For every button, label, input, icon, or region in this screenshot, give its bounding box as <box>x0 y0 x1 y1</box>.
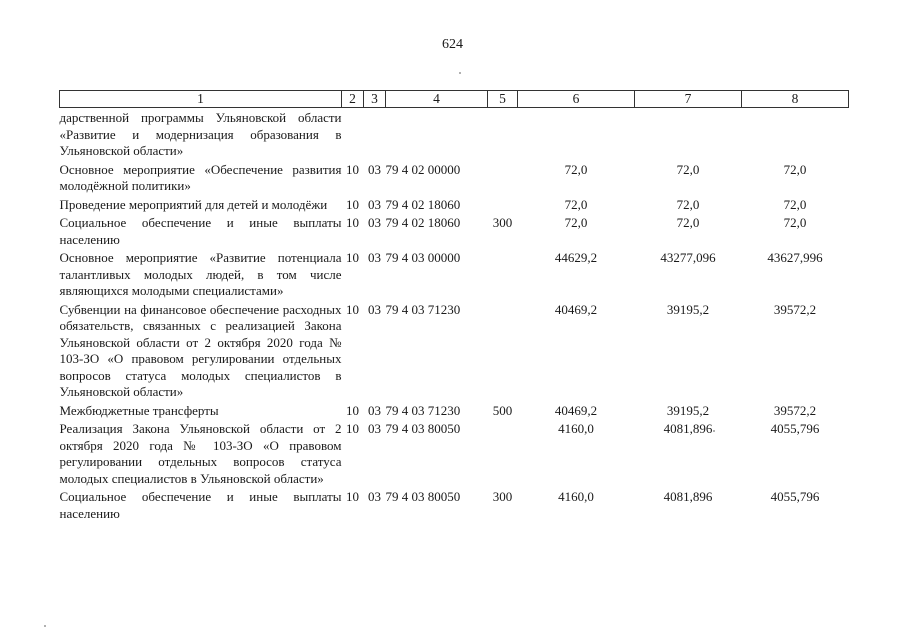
row-subsection: 03 <box>368 161 381 177</box>
row-amount-2: 72,0 <box>676 215 700 230</box>
row-amount-3: 72,0 <box>783 161 807 177</box>
row-amount-2: 43277,096 <box>660 250 716 265</box>
row-target-article <box>386 108 488 160</box>
row-subsection: 03 <box>368 196 381 212</box>
page-number: 624 <box>442 37 463 52</box>
row-subsection: 03 <box>368 215 381 230</box>
row-amount-3: 39572,2 <box>773 402 817 418</box>
header-col-2: 2 <box>342 91 364 108</box>
row-amount-2 <box>635 108 742 160</box>
row-amount-1: 4160,0 <box>558 421 594 436</box>
row-amount-3: 43627,996 <box>767 250 823 265</box>
row-amount-2: 4081,896 <box>663 421 713 436</box>
table-row <box>60 195 849 214</box>
scan-speck <box>713 430 715 432</box>
row-name: дарственной программы Ульяновской области «Развитие и модернизация образования в Ульяновской области» <box>59 110 342 158</box>
row-amount-2: 39195,2 <box>666 402 710 418</box>
table-row <box>60 160 849 195</box>
row-subsection: 03 <box>368 489 381 504</box>
row-amount-1 <box>518 108 635 160</box>
row-amount-1: 4160,0 <box>558 489 594 504</box>
row-section <box>342 108 364 160</box>
row-section: 10 <box>346 301 359 317</box>
header-col-5: 5 <box>488 91 518 108</box>
table-row <box>60 419 849 487</box>
row-expense-type: 500 <box>492 402 513 418</box>
row-amount-1: 40469,2 <box>554 301 598 317</box>
row-target-article: 79 4 02 00000 <box>385 161 461 177</box>
row-expense-type <box>488 108 518 160</box>
row-amount-1: 40469,2 <box>554 402 598 418</box>
row-amount-3: 39572,2 <box>773 301 817 317</box>
row-target-article: 79 4 03 71230 <box>385 402 461 418</box>
row-name: Межбюджетные трансферты <box>59 402 219 418</box>
row-target-article: 79 4 02 18060 <box>385 215 461 230</box>
header-col-1: 1 <box>60 91 342 108</box>
table-row <box>60 248 849 300</box>
row-target-article: 79 4 03 00000 <box>385 250 461 265</box>
row-expense-type <box>488 419 518 487</box>
row-name: Основное мероприятие «Обеспечение развития молодёжной политики» <box>59 161 342 193</box>
row-name: Субвенции на финансовое обеспечение расходных обязательств, связанных с реализацией Закона Ульяновской области от 2 октября 2020 года № 103-ЗО «О правовом регулировании отдельных вопросов статуса молодых специалистов в Ульяновской области» <box>59 301 342 399</box>
row-expense-type <box>488 248 518 300</box>
table-row <box>60 401 849 420</box>
row-amount-3 <box>742 108 849 160</box>
row-section: 10 <box>346 215 359 230</box>
row-amount-2: 72,0 <box>676 161 700 177</box>
row-subsection <box>364 108 386 160</box>
row-expense-type <box>488 300 518 401</box>
row-expense-type: 300 <box>492 489 513 504</box>
row-section: 10 <box>346 421 359 436</box>
scan-speck <box>44 625 46 627</box>
row-expense-type <box>488 195 518 214</box>
row-subsection: 03 <box>368 301 381 317</box>
row-name: Социальное обеспечение и иные выплаты населению <box>59 215 342 247</box>
row-section: 10 <box>346 402 359 418</box>
scan-speck <box>459 72 461 74</box>
row-amount-3: 72,0 <box>783 196 807 212</box>
row-subsection: 03 <box>368 402 381 418</box>
row-amount-1: 72,0 <box>564 196 588 212</box>
header-col-8: 8 <box>742 91 849 108</box>
row-name: Реализация Закона Ульяновской области от 2 октября 2020 года № 103-ЗО «О правовом регулировании отдельных вопросов статуса молодых специалистов в Ульяновской области» <box>59 421 342 486</box>
row-section: 10 <box>346 250 359 265</box>
row-section: 10 <box>346 489 359 504</box>
row-subsection: 03 <box>368 421 381 436</box>
header-col-3: 3 <box>364 91 386 108</box>
row-subsection: 03 <box>368 250 381 265</box>
header-col-6: 6 <box>518 91 635 108</box>
row-target-article: 79 4 02 18060 <box>385 196 461 212</box>
row-amount-1: 72,0 <box>564 215 588 230</box>
row-amount-3: 72,0 <box>783 215 807 230</box>
table-row <box>60 108 849 160</box>
budget-table <box>59 90 849 522</box>
table-row <box>60 213 849 248</box>
table-row <box>60 487 849 522</box>
row-target-article: 79 4 03 80050 <box>385 489 461 504</box>
row-amount-1: 44629,2 <box>554 250 598 265</box>
row-target-article: 79 4 03 71230 <box>385 301 461 317</box>
row-amount-2: 39195,2 <box>666 301 710 317</box>
row-section: 10 <box>346 161 359 177</box>
header-col-4: 4 <box>386 91 488 108</box>
row-amount-2: 4081,896 <box>663 489 713 504</box>
header-row <box>60 91 849 108</box>
row-expense-type <box>488 160 518 195</box>
row-name: Социальное обеспечение и иные выплаты населению <box>59 489 342 521</box>
row-name: Проведение мероприятий для детей и молодёжи <box>59 196 328 212</box>
header-col-7: 7 <box>635 91 742 108</box>
row-amount-3: 4055,796 <box>770 489 820 504</box>
row-amount-3: 4055,796 <box>770 421 820 436</box>
row-expense-type: 300 <box>492 215 513 230</box>
row-section: 10 <box>346 196 359 212</box>
row-name: Основное мероприятие «Развитие потенциала талантливых молодых людей, в том числе являющихся молодыми специалистами» <box>59 250 342 298</box>
table-row <box>60 300 849 401</box>
row-amount-1: 72,0 <box>564 161 588 177</box>
row-target-article: 79 4 03 80050 <box>385 421 461 436</box>
row-amount-2: 72,0 <box>676 196 700 212</box>
